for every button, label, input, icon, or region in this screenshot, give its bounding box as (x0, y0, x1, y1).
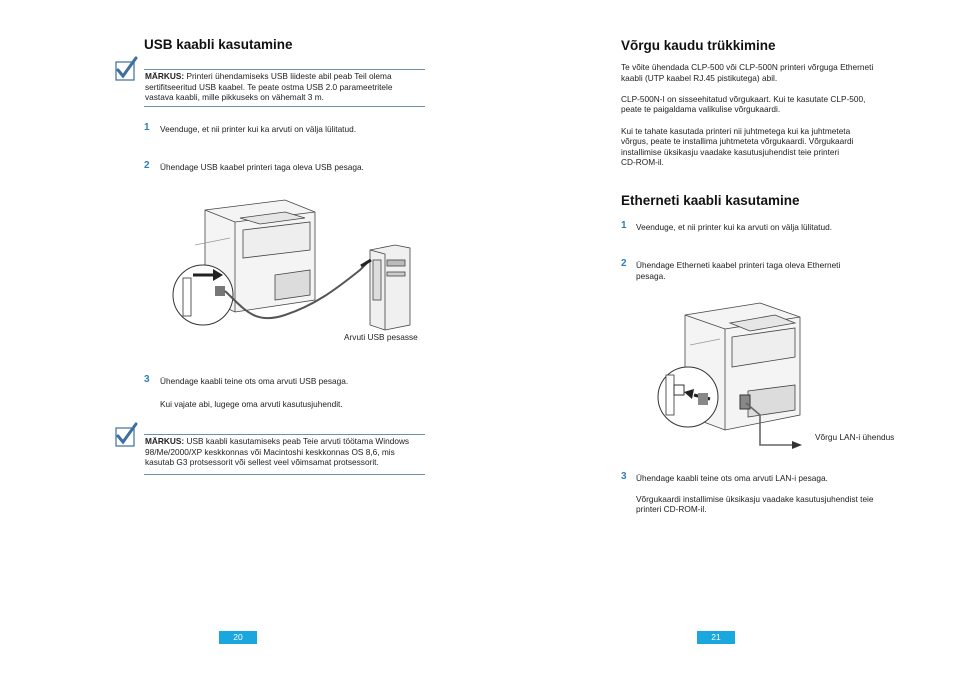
para1-line2: kaabli (UTP kaabel RJ.45 pistikutega) abil. (621, 72, 778, 83)
usb-figure-caption: Arvuti USB pesasse (344, 332, 418, 342)
para3-line3: installimise üksikasju vaadake kasutusjuhendist teie printeri (621, 146, 840, 157)
para2-line1: CLP-500N-I on sisseehitatud võrgukaart. Kui te kasutate CLP-500, (621, 93, 866, 104)
left-page-title: USB kaabli kasutamine (144, 37, 293, 52)
para3-line4: CD-ROM-il. (621, 157, 664, 168)
note1-line3: vastava kaabli, mille pikkuseks on vähemalt 3 m. (145, 92, 324, 103)
r-step3 (636, 473, 926, 515)
r-step2-number: 2 (621, 258, 627, 269)
note-checkmark-icon (114, 56, 138, 82)
step3-text: Ühendage kaabli teine ots oma arvuti USB pesaga. (160, 376, 349, 386)
step3-extra: Kui vajate abi, lugege oma arvuti kasutusjuhendit. (160, 399, 343, 409)
note2-bottom-rule (144, 474, 425, 475)
note2-line2: 98/Me/2000/XP keskkonnas või Macintoshi keskkonnas OS 8,6, mis (145, 446, 395, 457)
note1-line1: Printeri ühendamiseks USB liideste abil peab Teil olema (186, 71, 392, 81)
para1-line1: Te võite ühendada CLP-500 või CLP-500N printeri võrguga Etherneti (621, 62, 874, 72)
note2-top-rule (144, 434, 425, 435)
step1-text: Veenduge, et nii printer kui ka arvuti on välja lülitatud. (160, 124, 357, 134)
step3-number: 3 (144, 374, 150, 385)
computer-tower-image (370, 245, 410, 330)
note1 (145, 71, 430, 103)
para3-line2: võrgus, peate te installima juhtmeteta võrgukaardi. Võrgukaardi (621, 136, 854, 147)
r-step1-text: Veenduge, et nii printer kui ka arvuti on välja lülitatud. (636, 222, 833, 232)
r-step3-number: 3 (621, 471, 627, 482)
r-step2-line2: pesaga. (636, 270, 666, 281)
note-checkmark-icon (114, 422, 138, 448)
ethernet-subtitle: Etherneti kaabli kasutamine (621, 193, 800, 208)
right-page-number: 21 (697, 631, 735, 644)
note1-line2: sertifitseeritud USB kaabel. Te peate ostma USB 2.0 parameetritele (145, 81, 393, 92)
note2-line1: USB kaabli kasutamiseks peab Teie arvuti töötama Windows (186, 436, 410, 446)
right-page-title: Võrgu kaudu trükkimine (621, 38, 776, 53)
note2 (145, 436, 435, 468)
lan-figure-caption: Võrgu LAN-i ühendus (815, 432, 895, 442)
r-step3-text: Ühendage kaabli teine ots oma arvuti LAN-i pesaga. (636, 473, 828, 483)
note1-label: MÄRKUS: (145, 71, 185, 81)
r-step2-line1: Ühendage Etherneti kaabel printeri taga oleva Etherneti (636, 260, 841, 270)
r-step3-extra2: printeri CD-ROM-il. (636, 504, 707, 515)
note2-line3: kasutab G3 protsessorit või sellest veel võimsamat protsessorit. (145, 457, 379, 468)
step2-number: 2 (144, 160, 150, 171)
note2-label: MÄRKUS: (145, 436, 185, 446)
r-step2-text (636, 260, 840, 281)
network-intro (621, 62, 911, 168)
step1-number: 1 (144, 122, 150, 133)
ethernet-connection-illustration (650, 295, 815, 455)
usb-connection-illustration (165, 190, 425, 340)
step2-text: Ühendage USB kaabel printeri taga oleva USB pesaga. (160, 162, 364, 172)
r-step1-number: 1 (621, 220, 627, 231)
r-step3-extra1: Võrgukaardi installimise üksikasju vaadake kasutusjuhendist teie (636, 493, 874, 504)
para2-line2: peate te paigaldama valikulise võrgukaardi. (621, 104, 781, 115)
note1-top-rule (144, 69, 425, 70)
left-page-number: 20 (219, 631, 257, 644)
note1-bottom-rule (144, 106, 425, 107)
para3-line1: Kui te tahate kasutada printeri nii juhtmetega kui ka juhtmeteta (621, 125, 851, 136)
